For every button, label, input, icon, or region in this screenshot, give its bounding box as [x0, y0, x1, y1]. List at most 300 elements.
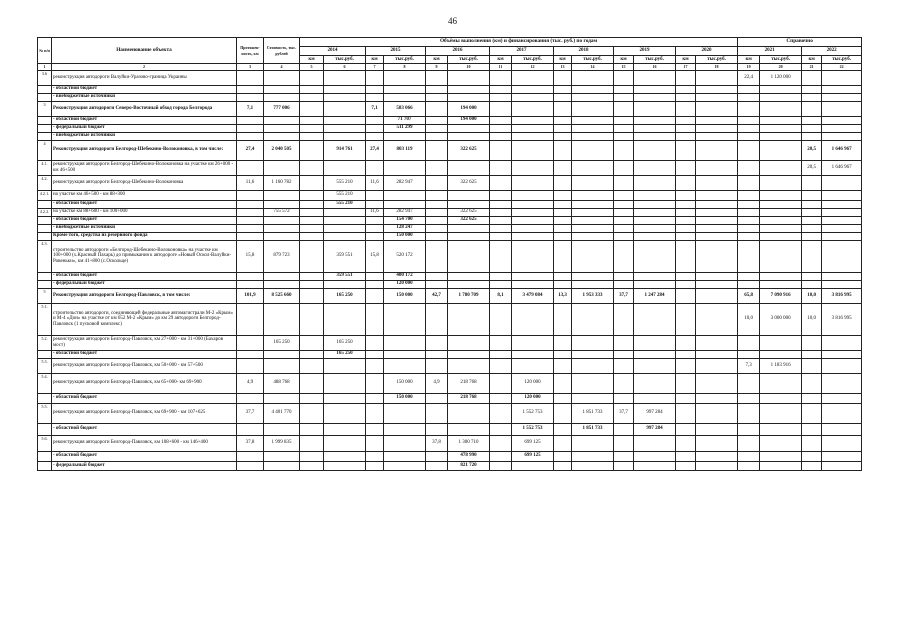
- cell-rub-2018: [572, 303, 614, 335]
- cell-km-2014: [300, 373, 324, 393]
- cell-km-2020: [676, 403, 696, 423]
- cell-rub-2020: [696, 461, 738, 470]
- cell-rub-2018: [572, 190, 614, 200]
- column-number: 20: [760, 64, 802, 71]
- cell-rub-2018: [572, 272, 614, 280]
- table-row: [38, 132, 862, 140]
- row-cost: 8 525 660: [264, 288, 300, 303]
- cell-rub-2019: [634, 208, 676, 216]
- cell-rub-2020: [696, 132, 738, 140]
- cell-rub-2018: 1 851 733: [572, 403, 614, 423]
- cell-km-2021: [738, 335, 760, 350]
- row-index: 4.2.1.: [38, 190, 52, 200]
- cell-km-2018: [554, 70, 572, 85]
- cell-km-2017: [490, 175, 512, 190]
- cell-km-2021: [738, 200, 760, 208]
- row-cost: 1 999 835: [264, 435, 300, 451]
- column-number: 22: [822, 64, 862, 71]
- cell-rub-2014: [324, 208, 366, 216]
- table-row: [38, 124, 862, 132]
- cell-rub-2019: [634, 335, 676, 350]
- cell-km-2021: [738, 423, 760, 435]
- cell-km-2017: 8,1: [490, 288, 512, 303]
- row-index: [38, 216, 52, 224]
- cell-km-2015: [366, 232, 384, 240]
- cell-rub-2015: [384, 403, 426, 423]
- cell-km-2016: [426, 175, 448, 190]
- row-cost: 755 572: [264, 208, 300, 216]
- row-name: на участке км 46+500 - км 88+300: [52, 190, 237, 200]
- cell-rub-2022: [822, 393, 862, 403]
- cell-rub-2022: [822, 240, 862, 272]
- table-row: [38, 224, 862, 232]
- cell-km-2016: [426, 403, 448, 423]
- cell-km-2021: 7,3: [738, 358, 760, 373]
- cell-km-2019: [614, 435, 634, 451]
- row-length: [237, 132, 264, 140]
- cell-km-2015: 11,6: [366, 208, 384, 216]
- year-header-2019: 2019: [614, 47, 676, 56]
- cell-km-2017: [490, 240, 512, 272]
- cell-km-2020: [676, 200, 696, 208]
- row-name: Реконструкция автодороги Белгород-Шебекино-Волоконовка, в том числе:: [52, 140, 237, 160]
- cell-rub-2014: [324, 224, 366, 232]
- row-name: на участке км 88+600 - км 100+000: [52, 208, 237, 216]
- cell-rub-2015: 282 947: [384, 175, 426, 190]
- row-cost: [264, 232, 300, 240]
- cell-rub-2020: [696, 272, 738, 280]
- cell-rub-2021: 3 000 000: [760, 303, 802, 335]
- cell-km-2021: [738, 140, 760, 160]
- cell-rub-2019: [634, 280, 676, 288]
- cell-km-2015: [366, 350, 384, 358]
- column-number: 12: [512, 64, 554, 71]
- cell-rub-2019: [634, 132, 676, 140]
- cell-rub-2018: [572, 373, 614, 393]
- cell-rub-2014: 165 250: [324, 288, 366, 303]
- cell-km-2015: [366, 272, 384, 280]
- cell-km-2019: [614, 272, 634, 280]
- row-index: 4.2.: [38, 175, 52, 190]
- cell-rub-2020: [696, 232, 738, 240]
- cell-rub-2015: 71 707: [384, 116, 426, 124]
- cell-rub-2014: [324, 85, 366, 93]
- row-name: - внебюджетные источники: [52, 224, 237, 232]
- cell-rub-2020: [696, 85, 738, 93]
- cell-rub-2017: [512, 175, 554, 190]
- cell-km-2016: [426, 124, 448, 132]
- cell-rub-2016: 218 768: [448, 373, 490, 393]
- cell-km-2015: [366, 116, 384, 124]
- row-length: [237, 350, 264, 358]
- cell-rub-2015: [384, 423, 426, 435]
- cell-rub-2015: [384, 303, 426, 335]
- cell-km-2020: [676, 124, 696, 132]
- cell-km-2020: [676, 140, 696, 160]
- cell-km-2017: [490, 224, 512, 232]
- table-row: [38, 140, 862, 160]
- cell-km-2020: [676, 335, 696, 350]
- cell-rub-2022: 1 646 967: [822, 140, 862, 160]
- cell-rub-2014: 555 210: [324, 175, 366, 190]
- cell-km-2019: [614, 350, 634, 358]
- row-cost: [264, 132, 300, 140]
- row-name: - областной бюджет: [52, 423, 237, 435]
- row-cost: [264, 423, 300, 435]
- column-number: 3: [237, 64, 264, 71]
- row-index: 4: [38, 140, 52, 160]
- cell-km-2015: [366, 190, 384, 200]
- cell-rub-2020: [696, 280, 738, 288]
- row-index: [38, 224, 52, 232]
- row-length: [237, 393, 264, 403]
- cell-rub-2015: [384, 93, 426, 101]
- cell-rub-2019: [634, 451, 676, 461]
- cell-km-2016: [426, 393, 448, 403]
- column-number: 6: [324, 64, 366, 71]
- cell-km-2014: [300, 272, 324, 280]
- cell-rub-2017: 3 479 084: [512, 288, 554, 303]
- cell-rub-2014: 165 250: [324, 335, 366, 350]
- row-index: 4.1.: [38, 160, 52, 175]
- cell-rub-2020: [696, 303, 738, 335]
- cell-rub-2014: [324, 280, 366, 288]
- cell-rub-2019: [634, 116, 676, 124]
- cell-rub-2020: [696, 335, 738, 350]
- cell-km-2021: [738, 272, 760, 280]
- cell-km-2020: [676, 435, 696, 451]
- cell-rub-2022: [822, 451, 862, 461]
- row-name: - областной бюджет: [52, 350, 237, 358]
- cell-rub-2019: [634, 373, 676, 393]
- cell-km-2015: [366, 303, 384, 335]
- cell-km-2019: [614, 101, 634, 116]
- cell-km-2020: [676, 175, 696, 190]
- cell-rub-2021: 7 090 916: [760, 288, 802, 303]
- cell-km-2014: [300, 160, 324, 175]
- cell-rub-2021: 1 120 000: [760, 70, 802, 85]
- row-index: [38, 116, 52, 124]
- cell-km-2017: [490, 335, 512, 350]
- cell-rub-2015: [384, 461, 426, 470]
- cell-km-2014: [300, 288, 324, 303]
- cell-rub-2020: [696, 124, 738, 132]
- cell-km-2016: 4,9: [426, 373, 448, 393]
- row-cost: [264, 85, 300, 93]
- cell-rub-2021: [760, 190, 802, 200]
- cell-km-2018: [554, 280, 572, 288]
- cell-rub-2022: [822, 70, 862, 85]
- cell-km-2014: [300, 93, 324, 101]
- cell-rub-2022: [822, 461, 862, 470]
- cell-rub-2015: [384, 451, 426, 461]
- cell-rub-2018: [572, 140, 614, 160]
- row-cost: 165 250: [264, 335, 300, 350]
- cell-rub-2022: [822, 208, 862, 216]
- cell-rub-2021: [760, 101, 802, 116]
- cell-rub-2014: 165 250: [324, 350, 366, 358]
- cell-rub-2018: [572, 224, 614, 232]
- cell-km-2019: [614, 93, 634, 101]
- cell-rub-2015: [384, 70, 426, 85]
- cell-km-2015: [366, 335, 384, 350]
- cell-km-2020: [676, 350, 696, 358]
- cell-rub-2016: [448, 200, 490, 208]
- row-index: 4.2.2.: [38, 208, 52, 216]
- cell-km-2022: [802, 272, 822, 280]
- cell-rub-2015: [384, 160, 426, 175]
- cell-km-2021: [738, 373, 760, 393]
- cell-km-2018: [554, 116, 572, 124]
- cell-km-2019: 37,7: [614, 288, 634, 303]
- cell-km-2016: [426, 160, 448, 175]
- cell-km-2018: [554, 140, 572, 160]
- cell-km-2019: [614, 208, 634, 216]
- cell-rub-2014: [324, 373, 366, 393]
- cell-km-2020: [676, 358, 696, 373]
- cell-rub-2014: [324, 303, 366, 335]
- row-name: - областной бюджет: [52, 216, 237, 224]
- cell-rub-2019: [634, 461, 676, 470]
- cell-rub-2017: 699 125: [512, 435, 554, 451]
- cell-km-2016: [426, 101, 448, 116]
- cell-rub-2015: 520 172: [384, 240, 426, 272]
- table-row: [38, 232, 862, 240]
- cell-rub-2017: 699 125: [512, 451, 554, 461]
- row-length: 101,9: [237, 288, 264, 303]
- cell-rub-2019: [634, 435, 676, 451]
- row-name: - областной бюджет: [52, 272, 237, 280]
- cell-rub-2021: [760, 224, 802, 232]
- cell-rub-2016: [448, 70, 490, 85]
- cell-km-2015: [366, 280, 384, 288]
- column-number: 14: [572, 64, 614, 71]
- cell-km-2022: [802, 132, 822, 140]
- cell-km-2022: 20,5: [802, 140, 822, 160]
- cell-km-2016: [426, 132, 448, 140]
- row-length: [237, 216, 264, 224]
- row-length: [237, 272, 264, 280]
- cell-rub-2020: [696, 200, 738, 208]
- cell-rub-2020: [696, 140, 738, 160]
- cell-km-2019: [614, 373, 634, 393]
- cell-rub-2019: [634, 124, 676, 132]
- cell-rub-2020: [696, 288, 738, 303]
- cell-km-2019: [614, 393, 634, 403]
- cell-km-2015: [366, 132, 384, 140]
- cell-rub-2016: 322 625: [448, 216, 490, 224]
- cell-rub-2016: [448, 403, 490, 423]
- cell-km-2020: [676, 461, 696, 470]
- cell-rub-2021: [760, 451, 802, 461]
- cell-rub-2018: [572, 451, 614, 461]
- row-cost: [264, 350, 300, 358]
- cell-rub-2021: [760, 216, 802, 224]
- table-header: [38, 38, 862, 71]
- cell-km-2017: [490, 393, 512, 403]
- cell-rub-2021: [760, 240, 802, 272]
- cell-rub-2018: [572, 160, 614, 175]
- cell-rub-2014: [324, 132, 366, 140]
- cell-rub-2014: [324, 358, 366, 373]
- cell-rub-2021: [760, 461, 802, 470]
- cell-rub-2016: [448, 335, 490, 350]
- cell-km-2018: [554, 232, 572, 240]
- cell-rub-2017: [512, 461, 554, 470]
- cell-km-2019: [614, 423, 634, 435]
- table-row: [38, 190, 862, 200]
- cell-rub-2015: 583 066: [384, 101, 426, 116]
- row-length: [237, 303, 264, 335]
- row-name: реконструкция автодороги Белгород-Павловск, км 65+000- км 69+900: [52, 373, 237, 393]
- row-name: - внебюджетные источники: [52, 132, 237, 140]
- cell-km-2014: [300, 435, 324, 451]
- cell-rub-2015: [384, 132, 426, 140]
- cell-km-2014: [300, 393, 324, 403]
- cell-rub-2021: [760, 175, 802, 190]
- cell-km-2018: [554, 435, 572, 451]
- cell-km-2016: [426, 350, 448, 358]
- cell-rub-2018: [572, 101, 614, 116]
- cell-rub-2022: [822, 403, 862, 423]
- cell-rub-2020: [696, 240, 738, 272]
- cell-km-2020: [676, 85, 696, 93]
- cell-rub-2014: 555 210: [324, 200, 366, 208]
- cell-rub-2016: [448, 423, 490, 435]
- cell-km-2021: [738, 280, 760, 288]
- cell-rub-2015: [384, 435, 426, 451]
- financing-table: [37, 37, 862, 471]
- table-row: [38, 116, 862, 124]
- year-header-2014: 2014: [300, 47, 366, 56]
- cell-rub-2014: 555 210: [324, 190, 366, 200]
- row-name: - областной бюджет: [52, 200, 237, 208]
- table-row: [38, 93, 862, 101]
- cell-km-2021: [738, 116, 760, 124]
- cell-km-2018: [554, 461, 572, 470]
- cell-km-2015: [366, 451, 384, 461]
- row-index: [38, 393, 52, 403]
- table-row: [38, 303, 862, 335]
- cell-rub-2022: [822, 101, 862, 116]
- cell-rub-2022: 1 646 967: [822, 160, 862, 175]
- unit-km-2014: км: [300, 56, 324, 64]
- cell-rub-2022: [822, 132, 862, 140]
- cell-km-2021: [738, 451, 760, 461]
- cell-km-2020: [676, 116, 696, 124]
- cell-km-2014: [300, 240, 324, 272]
- row-index: [38, 232, 52, 240]
- cell-km-2021: [738, 224, 760, 232]
- cell-km-2018: [554, 208, 572, 216]
- cell-rub-2015: 150 000: [384, 288, 426, 303]
- cell-km-2015: [366, 358, 384, 373]
- cell-km-2022: [802, 224, 822, 232]
- page-number: 46: [448, 16, 457, 26]
- cell-rub-2014: [324, 116, 366, 124]
- cell-rub-2017: [512, 335, 554, 350]
- cell-km-2018: [554, 216, 572, 224]
- cell-km-2022: [802, 70, 822, 85]
- cell-km-2014: [300, 200, 324, 208]
- table-row: [38, 160, 862, 175]
- unit-km-2017: км: [490, 56, 512, 64]
- row-name: реконструкция автодороги Белгород-Шебекино-Волоконовка: [52, 175, 237, 190]
- cell-rub-2022: [822, 350, 862, 358]
- cell-rub-2018: [572, 70, 614, 85]
- cell-rub-2021: [760, 280, 802, 288]
- cell-km-2022: [802, 373, 822, 393]
- cell-km-2021: [738, 124, 760, 132]
- cell-rub-2016: [448, 190, 490, 200]
- cell-rub-2021: [760, 350, 802, 358]
- row-name: - областной бюджет: [52, 116, 237, 124]
- column-number-row: [38, 64, 862, 71]
- table-row: [38, 85, 862, 93]
- cell-km-2021: 22,4: [738, 70, 760, 85]
- cell-km-2015: [366, 70, 384, 85]
- row-length: [237, 423, 264, 435]
- cell-rub-2015: [384, 85, 426, 93]
- cell-km-2018: 13,3: [554, 288, 572, 303]
- row-length: 4,9: [237, 373, 264, 393]
- cell-rub-2016: 322 625: [448, 208, 490, 216]
- cell-rub-2017: [512, 303, 554, 335]
- cell-km-2022: [802, 232, 822, 240]
- cell-rub-2016: [448, 350, 490, 358]
- cell-rub-2016: 478 990: [448, 451, 490, 461]
- cell-rub-2016: [448, 224, 490, 232]
- cell-km-2014: [300, 303, 324, 335]
- cell-km-2014: [300, 124, 324, 132]
- cell-km-2016: [426, 85, 448, 93]
- header-name: Наименование объекта: [52, 38, 237, 64]
- cell-km-2018: [554, 393, 572, 403]
- cell-rub-2017: [512, 132, 554, 140]
- year-header-2016: 2016: [426, 47, 490, 56]
- cell-rub-2018: [572, 216, 614, 224]
- cell-km-2022: [802, 190, 822, 200]
- cell-km-2022: [802, 93, 822, 101]
- column-number: 11: [490, 64, 512, 71]
- cell-km-2022: [802, 240, 822, 272]
- cell-km-2017: [490, 280, 512, 288]
- cell-km-2021: [738, 101, 760, 116]
- cell-km-2021: [738, 190, 760, 200]
- cell-rub-2015: 282 947: [384, 208, 426, 216]
- cell-rub-2014: [324, 423, 366, 435]
- cell-km-2014: [300, 358, 324, 373]
- table-row: [38, 435, 862, 451]
- cell-rub-2014: [324, 124, 366, 132]
- table-row: [38, 272, 862, 280]
- cell-km-2022: [802, 280, 822, 288]
- cell-rub-2015: 120 000: [384, 280, 426, 288]
- cell-km-2014: [300, 132, 324, 140]
- column-number: 7: [366, 64, 384, 71]
- cell-rub-2016: [448, 85, 490, 93]
- cell-km-2019: [614, 335, 634, 350]
- cell-rub-2022: [822, 335, 862, 350]
- cell-km-2021: [738, 435, 760, 451]
- cell-km-2017: [490, 350, 512, 358]
- cell-rub-2019: 997 284: [634, 403, 676, 423]
- header-no: № п/п: [38, 38, 52, 64]
- cell-km-2022: [802, 403, 822, 423]
- cell-km-2021: [738, 175, 760, 190]
- cell-rub-2014: [324, 232, 366, 240]
- row-length: [237, 116, 264, 124]
